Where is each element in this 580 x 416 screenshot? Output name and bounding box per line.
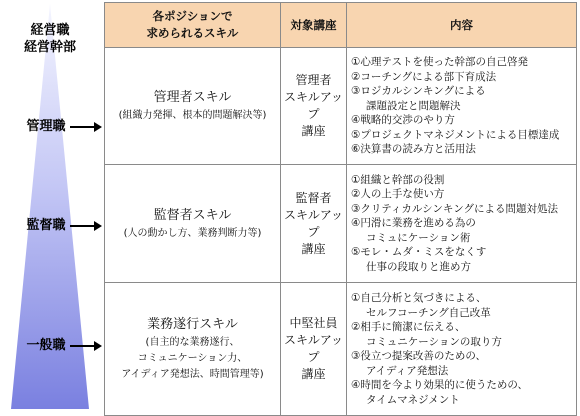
course-line: スキルアップ [283,207,344,239]
course-line: 講座 [301,367,326,381]
skill-name: 監督者スキル [153,207,232,223]
content-item: ①組織と幹部の役割 [351,173,445,186]
header-content: 内容 [347,3,577,48]
course-cell [281,283,347,416]
skill-name: 業務遂行スキル [147,317,238,332]
content-cell [347,283,577,416]
arrow-head-icon [94,221,102,231]
arrow-head-icon [94,122,102,132]
content-item: ⑥決算書の読み方と活用法 [351,143,476,156]
content-item-continuation: タイムマネジメント [366,393,460,406]
content-item-continuation: 課題設定と問題解決 [366,99,461,112]
level-executive-line2: 経営幹部 [23,40,76,55]
course-cell [281,48,347,165]
header-course: 対象講座 [281,3,347,48]
content-cell [347,165,577,283]
header-position-skill-line2: 求められるスキル [146,26,239,40]
course-line: 中堅社員 [289,316,338,330]
content-cell [347,48,577,165]
level-manager-label: 管理職 [26,119,66,134]
content-item-continuation: 仕事の段取りと進め方 [366,260,471,273]
content-item: ①自己分析と気づきによる、 [351,292,487,304]
course-line: 監督者 [295,190,332,205]
header-position-skill-line1: 各ポジションで [152,9,233,23]
skill-description: (組織力発揮、根本的問題解決等) [118,110,267,121]
content-item-continuation: セルフコーチング自己改革 [366,306,491,319]
content-item: ④円滑に業務を進める為の [351,217,476,230]
skill-cell [105,48,281,165]
skill-description-line: コミュニケーション力、 [137,353,248,364]
content-item: ②相手に簡潔に伝える、 [351,321,466,333]
level-general-label: 一般職 [26,338,66,353]
content-item-continuation: コミュにケーション術 [366,231,471,244]
skill-cell [105,165,281,283]
content-item: ③役立つ提案改善のための、 [351,350,486,362]
content-item-continuation: コミュニケーションの取り方 [366,335,502,348]
content-item: ②コーチングによる部下育成法 [351,70,497,83]
content-item: ⑤プロジェクトマネジメントによる目標達成 [351,128,560,141]
arrow-general [70,341,102,351]
level-executive-line1: 経営職 [30,23,70,38]
content-item: ③ロジカルシンキングによる [351,85,486,98]
arrow-manager [70,122,102,132]
table-row-general [105,283,577,416]
table-row-supervisor [105,165,577,283]
level-executive-label [0,22,100,56]
skill-name: 管理者スキル [153,90,232,105]
skill-description-line: (自主的な業務遂行、 [145,337,240,348]
content-item: ⑤モレ・ムダ・ミスをなくす [351,246,487,259]
course-cell [281,165,347,283]
course-line: 講座 [301,124,326,138]
skills-table [104,2,577,416]
skill-description-line: アイディア発想法、時間管理等) [121,369,264,380]
arrow-head-icon [94,341,102,351]
content-item-continuation: アイディア発想法 [366,364,449,377]
arrow-shaft [70,225,96,227]
table-row-manager [105,48,577,165]
course-line: 管理者 [295,73,332,87]
arrow-shaft [70,126,96,128]
arrow-supervisor [70,221,102,231]
header-position-skill [105,3,281,48]
course-line: 講座 [301,241,326,256]
content-item: ④時間を今より効果的に使うための、 [351,379,528,391]
course-line: スキルアップ [283,333,344,364]
content-item: ①心理テストを使った幹部の自己啓発 [351,56,528,69]
content-item: ②人の上手な使い方 [351,188,445,201]
table-header-row [105,3,577,48]
arrow-shaft [70,345,96,347]
content-item: ④戦略的交渉のやり方 [351,114,455,127]
skill-cell [105,283,281,416]
course-line: スキルアップ [283,90,344,121]
level-supervisor-label: 監督職 [26,218,66,233]
content-item: ③クリティカルシンキングによる問題対処法 [351,202,559,215]
skill-description: (人の動かし方、業務判断力等) [123,227,262,239]
